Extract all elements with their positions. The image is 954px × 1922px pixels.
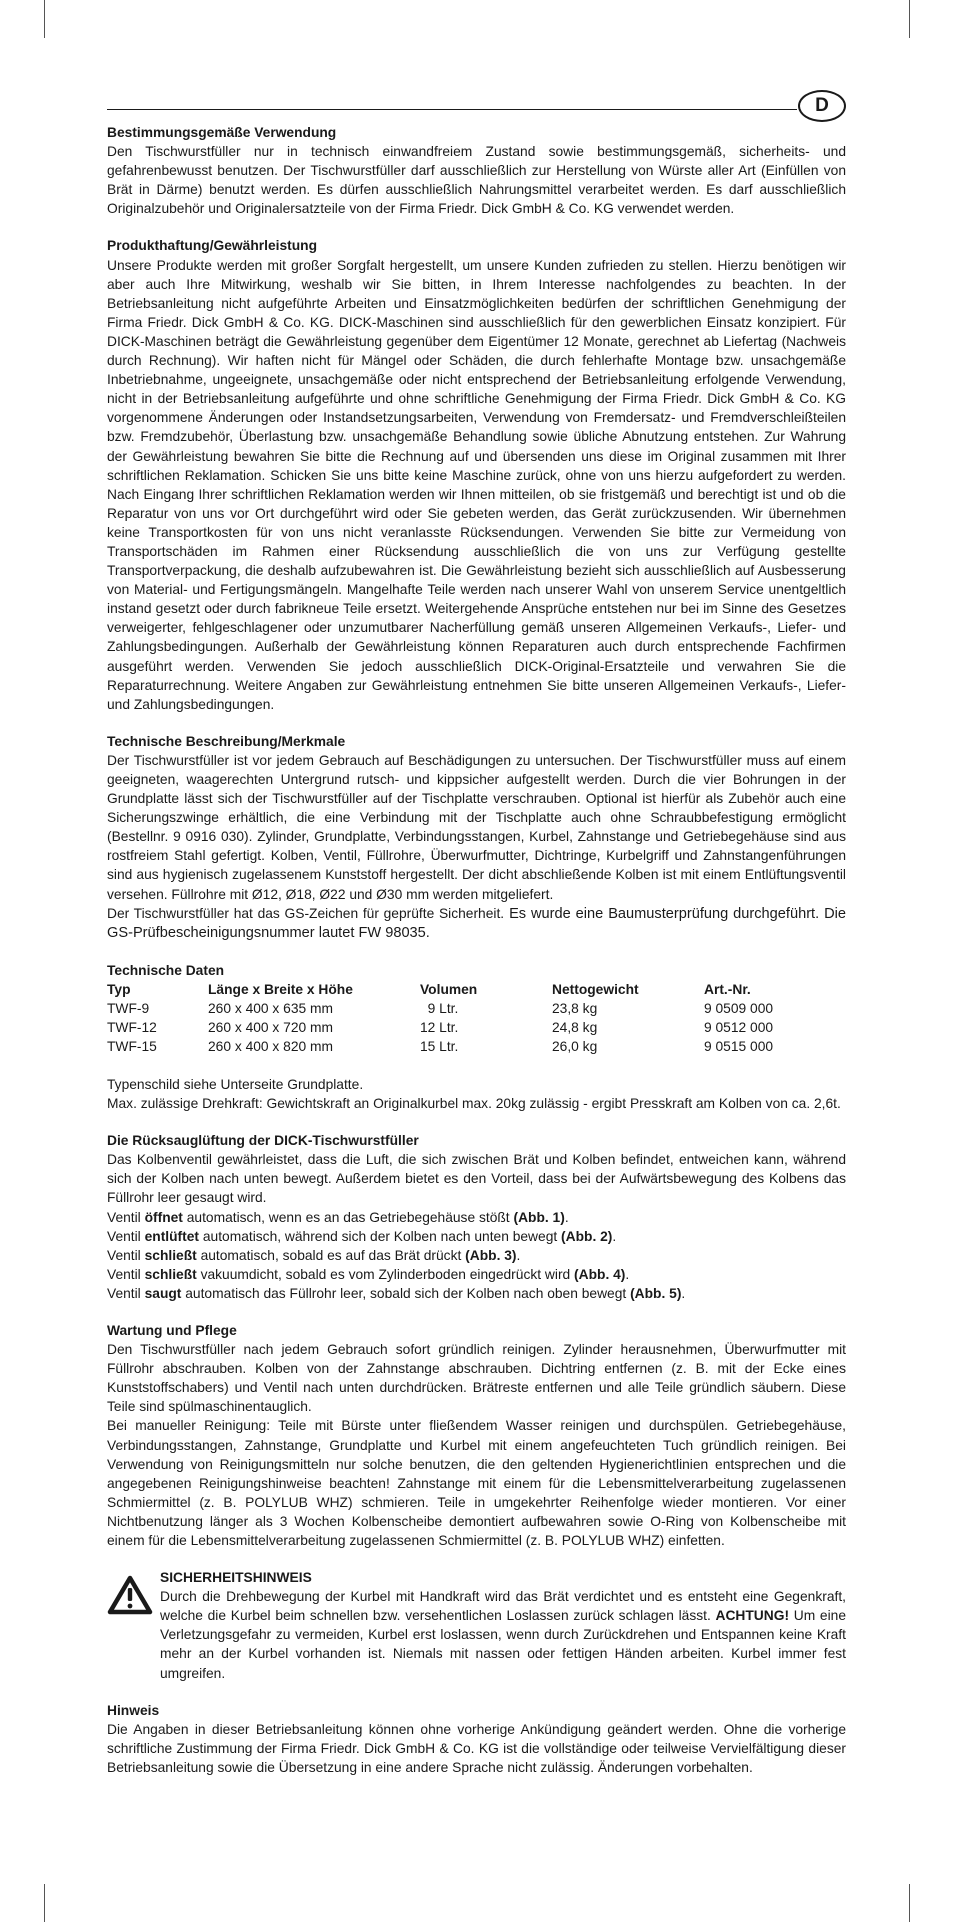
note-drehkraft: Max. zulässige Drehkraft: Gewichtskraft an Originalkurbel max. 20kg zulässig - ergibt Presskraft am Kolben von ca. 2,6t. (107, 1096, 841, 1112)
table-cell: 260 x 400 x 635 mm (208, 1000, 334, 1016)
section-haftung (107, 236, 846, 713)
page-content (107, 123, 846, 1795)
section-text: Bei manueller Reinigung: Teile mit Bürste unter fließendem Wasser reinigen und durchspülen. Getriebegehäuse, Verbindungsstangen, Zahnstange, Grundplatte und Kurbel mit einem angefeuchteten Tuch gründlich reinigen. Bei Verwendung von Reinigungsmitteln nur solche benutzen, die den geltenden Hygienerichtlinien entsprechen und die angegebenen Reinigungshinweise beachten! Zahnstange mit einem für die Lebensmittelverarbeitung zugelassenen Schmiermittel (z. B. POLYLUB WHZ) schmieren. Teile in umgekehrter Reihenfolge wieder montieren. Vor einer Nichtbenutzung länger als 3 Wochen Kolbenscheibe demontiert aufbewahren sowie O-Ring von Kolbenscheibe mit einem für die Lebensmittelverarbeitung zugelassenen Schmiermittel (z. B. POLYLUB WHZ) einfetten. (107, 1418, 846, 1548)
list-item (107, 1284, 846, 1303)
section-text: Den Tischwurstfüller nach jedem Gebrauch sofort gründlich reinigen. Zylinder herausnehmen, Überwurfmutter mit Füllrohr abschrauben. Kolben von der Zahnstange abschrauben. Dichtring entfernen (z. B. mit der Ecke eines Kunststoffschabers) und Ventil nach unten durchdrücken. Brätreste entfernen und alle Teile gründlich säubern. Diese Teile sind spülmaschinentauglich. (107, 1342, 846, 1415)
gs-text-a: Der Tischwurstfüller hat das GS-Zeichen für geprüfte Sicherheit. (107, 905, 505, 921)
valve-action: saugt (144, 1285, 182, 1301)
safety-title: SICHERHEITSHINWEIS (160, 1570, 312, 1586)
list-item (107, 1246, 846, 1265)
valve-post: . (612, 1228, 617, 1244)
section-text: Der Tischwurstfüller ist vor jedem Gebrauch auf Beschädigungen zu untersuchen. Der Tischwurstfüller muss auf einem geeigneten, waagerechten Untergrund rutsch- und kippsicher aufgestellt werden. Durch die vier Bohrungen in der Grundplatte lässt sich der Tischwurstfüller auf der Tischplatte verschrauben. Optional ist hierfür als Zubehör auch eine Sicherungszwinge erhältlich, die eine Verbindung mit der Tischplatte auch ohne Schraubbefestigung ermöglicht (Bestellnr. 9 0916 030). Zylinder, Grundplatte, Verbindungsstangen, Kurbel, Zahnstange und Getriebegehäuse sind aus rostfreiem Stahl gefertigt. Kolben, Ventil, Füllrohre, Überwurfmutter, Dichtringe, Kurbelgriff und Zahnstangenführungen sind aus hygienisch zugelassenem Kunststoff hergestellt. Der dicht abschließende Kolben ist mit einem Entlüftungsventil versehen. Füllrohre mit Ø12, Ø18, Ø22 und Ø30 mm werden mitgeliefert. (107, 752, 846, 902)
section-title: Produkthaftung/Gewährleistung (107, 238, 318, 254)
valve-pre: Ventil (107, 1247, 145, 1263)
valve-action: schließt (144, 1247, 197, 1263)
table-cell: 23,8 kg (552, 1000, 598, 1016)
valve-desc: automatisch, während sich der Kolben nach unten bewegt (199, 1228, 562, 1244)
table-cell: 12 Ltr. (420, 1019, 459, 1035)
table-row (107, 1037, 787, 1056)
figure-ref: (Abb. 4) (574, 1266, 626, 1282)
table-cell: 26,0 kg (552, 1038, 598, 1054)
valve-pre: Ventil (107, 1285, 145, 1301)
safety-text (160, 1587, 846, 1682)
language-badge: D (798, 90, 846, 122)
crop-mark-bottom-left (44, 1884, 45, 1922)
section-title: Technische Beschreibung/Merkmale (107, 733, 346, 749)
table-cell: TWF-12 (107, 1019, 157, 1035)
section-title: Bestimmungsgemäße Verwendung (107, 125, 337, 140)
table-cell: 9 0509 000 (704, 1000, 774, 1016)
section-lueftung (107, 1131, 846, 1303)
gs-text (107, 904, 846, 943)
table-cell: 9 Ltr. (420, 1000, 459, 1016)
table-header-cell: Volumen (420, 981, 478, 997)
crop-mark-top-right (909, 0, 910, 38)
valve-action: öffnet (144, 1209, 183, 1225)
section-text: Unsere Produkte werden mit großer Sorgfalt hergestellt, um unsere Kunden zufrieden zu stellen. Hierzu benötigen wir aber auch Ihre Mitwirkung, weshalb wir Sie bitten, in Ihrem Interesse nachfolgendes zu beachten. In der Betriebsanleitung nicht aufgeführte Arbeiten und Einsatzmöglichkeiten bedürfen der schriftlichen Genehmigung der Firma Friedr. Dick GmbH & Co. KG. DICK-Maschinen sind ausschließlich für den gewerblichen Einsatz konzipiert. Für DICK-Maschinen beträgt die Gewährleistung gegenüber dem Eigentümer 12 Monate, gerechnet ab Liefertag (Nachweis durch Rechnung). Wir haften nicht für Mängel oder Schäden, die durch fehlerhafte Montage bzw. unsachgemäße Inbetriebnahme, ungeeignete, unsachgemäße oder nicht entsprechend der Betriebsanleitung erfolgende Verwendung, nicht in der Betriebsanleitung aufgeführte und ohne schriftliche Genehmigung der Firma Friedr. Dick GmbH & Co. KG vorgenommene Änderungen oder Instandsetzungsarbeiten, Verwendung von Fremdersatz- und Fremdverschleißteilen bzw. Fremdzubehör, Überlastung bzw. unsachgemäße Behandlung sowie übliche Abnutzung entstehen. Zur Wahrung der Gewährleistung bewahren Sie bitte die Rechnung auf und übersenden uns diese im Original zusammen mit Ihrer schriftlichen Reklamation. Schicken Sie uns bitte keine Maschine zurück, ohne von uns hierzu aufgefordert zu werden. Nach Eingang Ihrer schriftlichen Reklamation werden wir Ihnen mitteilen, ob sie fristgemäß und berechtigt ist und ob die Reparatur von uns vor Ort durchgeführt wird oder Sie gebeten werden, das Gerät zurückzusenden. Wir übernehmen keine Transportkosten für von uns nicht veranlasste Rücksendungen. Verwenden Sie bitte zur Vermeidung von Transportschäden im Rahmen einer Rücksendung ausschließlich die von uns zur Verfügung gestellte Transportverpackung, die deshalb aufzubewahren ist. Die Gewährleistung bezieht sich ausschließlich auf Ausbesserung von Material- und Fertigungsmängeln. Mangelhafte Teile werden nach unserer Wahl von unserem Service unentgeltlich instand gesetzt oder durch fabrikneue Teile ersetzt. Weitergehende Ansprüche entstehen nur bei im Sinne des Gesetzes verweigerter, fehlgeschlagener oder unzumutbarer Nacherfüllung gemäß unseren Allgemeinen Verkaufs-, Liefer- und Zahlungsbedingungen. Außerhalb der Gewährleistung können Reparaturen auch durch entsprechende Fachfirmen ausgeführt werden. Verwenden Sie jedoch ausschließlich DICK-Original-Ersatzteile und verwahren Sie die Reparaturrechnung. Weitere Angaben zur Gewährleistung entnehmen Sie bitte unseren Allgemeinen Verkaufs-, Liefer- und Zahlungsbedingungen. (107, 257, 846, 712)
section-title: Hinweis (107, 1702, 160, 1718)
table-row (107, 1018, 787, 1037)
table-header-row (107, 980, 787, 999)
valve-action: entlüftet (144, 1228, 200, 1244)
table-cell: TWF-15 (107, 1038, 157, 1054)
table-cell: 9 0512 000 (704, 1019, 774, 1035)
valve-post: . (681, 1285, 686, 1301)
safety-text-b: Um eine Verletzungsgefahr zu vermeiden, Kurbel erst loslassen, wenn durch Zurückdrehen und Entspannen keine Kraft mehr an der Kurbel vorhanden ist. Niemals mit nassen oder fettigen Händen arbeiten. Kurbel immer fest umgreifen. (160, 1608, 846, 1681)
valve-desc: automatisch, wenn es an das Getriebegehäuse stößt (182, 1209, 514, 1225)
valve-list (107, 1208, 846, 1303)
valve-desc: automatisch das Füllrohr leer, sobald sich der Kolben nach oben bewegt (181, 1285, 631, 1301)
table-header-cell: Art.-Nr. (704, 981, 751, 997)
warning-triangle-icon (107, 1568, 160, 1683)
figure-ref: (Abb. 5) (630, 1285, 682, 1301)
table-header-cell: Nettogewicht (552, 981, 639, 997)
tech-data-table (107, 980, 787, 1056)
section-wartung (107, 1321, 846, 1550)
valve-post: . (516, 1247, 521, 1263)
tech-notes (107, 1075, 846, 1113)
figure-ref: (Abb. 3) (465, 1247, 517, 1263)
table-row (107, 999, 787, 1018)
valve-post: . (564, 1209, 569, 1225)
valve-action: schließt (144, 1266, 197, 1282)
figure-ref: (Abb. 1) (513, 1209, 565, 1225)
valve-desc: vakuumdicht, sobald es vom Zylinderboden eingedrückt wird (196, 1266, 575, 1282)
section-text: Die Angaben in dieser Betriebsanleitung können ohne vorherige Ankündigung geändert werden. Ohne die vorherige schriftliche Zustimmung der Firma Friedr. Dick GmbH & Co. KG ist die vollständige oder teilweise Vervielfältigung dieser Betriebsanleitung sowie die Übersetzung in eine andere Sprache nicht zulässig. Änderungen vorbehalten. (107, 1721, 846, 1775)
section-text: Das Kolbenventil gewährleistet, dass die Luft, die sich zwischen Brät und Kolben befindet, entweichen kann, während sich der Kolben nach unten bewegt. Außerdem bietet es den Vorteil, dass bei der Aufwärtsbewegung des Kolbens das Füllrohr leer gesaugt wird. (107, 1152, 846, 1206)
list-item (107, 1265, 846, 1284)
table-cell: 260 x 400 x 820 mm (208, 1038, 334, 1054)
safety-attention: ACHTUNG! (715, 1608, 790, 1624)
section-title: Wartung und Pflege (107, 1322, 237, 1338)
note-typenschild: Typenschild siehe Unterseite Grundplatte. (107, 1076, 364, 1092)
list-item (107, 1208, 846, 1227)
section-bestimmung (107, 123, 846, 218)
valve-desc: automatisch, sobald es auf das Brät drückt (196, 1247, 466, 1263)
crop-mark-top-left (44, 0, 45, 38)
table-cell: 260 x 400 x 720 mm (208, 1019, 334, 1035)
table-header-cell: Länge x Breite x Höhe (208, 981, 353, 997)
list-item (107, 1227, 846, 1246)
section-text: Den Tischwurstfüller nur in technisch einwandfreiem Zustand sowie bestimmungsgemäß, sicherheits- und gefahrenbewusst benutzen. Der Tischwurstfüller darf ausschließlich zur Herstellung von Würste aller Art (Einfüllen von Brät in Därme) benutzt werden. Es dürfen ausschließlich Nahrungsmittel verarbeitet werden. Es darf ausschließlich Originalzubehör und Originalersatzteile von der Firma Friedr. Dick GmbH & Co. KG verwendet werden. (107, 144, 846, 217)
valve-pre: Ventil (107, 1228, 145, 1244)
valve-post: . (625, 1266, 630, 1282)
table-header-cell: Typ (107, 981, 131, 997)
section-title: Technische Daten (107, 962, 225, 978)
section-title: Die Rücksauglüftung der DICK-Tischwurstfüller (107, 1133, 419, 1149)
gs-text-b: Es wurde eine Baumusterprüfung durchgeführt. Die GS-Prüfbescheinigungsnummer lautet FW 98035. (107, 905, 846, 941)
figure-ref: (Abb. 2) (561, 1228, 613, 1244)
safety-text-a: Durch die Drehbewegung der Kurbel mit Handkraft wird das Brät verdichtet und es entsteht eine Gegenkraft, welche die Kurbel beim schnellen bzw. versehentlichen Loslassen zurück schlagen lässt. (160, 1589, 846, 1624)
crop-mark-bottom-right (909, 1884, 910, 1922)
section-technik (107, 732, 846, 943)
header-rule (107, 109, 797, 110)
table-cell: 15 Ltr. (420, 1038, 459, 1054)
section-daten (107, 961, 846, 1113)
section-sicherheit (107, 1568, 846, 1683)
table-cell: TWF-9 (107, 1000, 150, 1016)
table-cell: 9 0515 000 (704, 1038, 774, 1054)
valve-pre: Ventil (107, 1266, 145, 1282)
valve-pre: Ventil (107, 1209, 145, 1225)
section-hinweis (107, 1701, 846, 1777)
table-cell: 24,8 kg (552, 1019, 598, 1035)
